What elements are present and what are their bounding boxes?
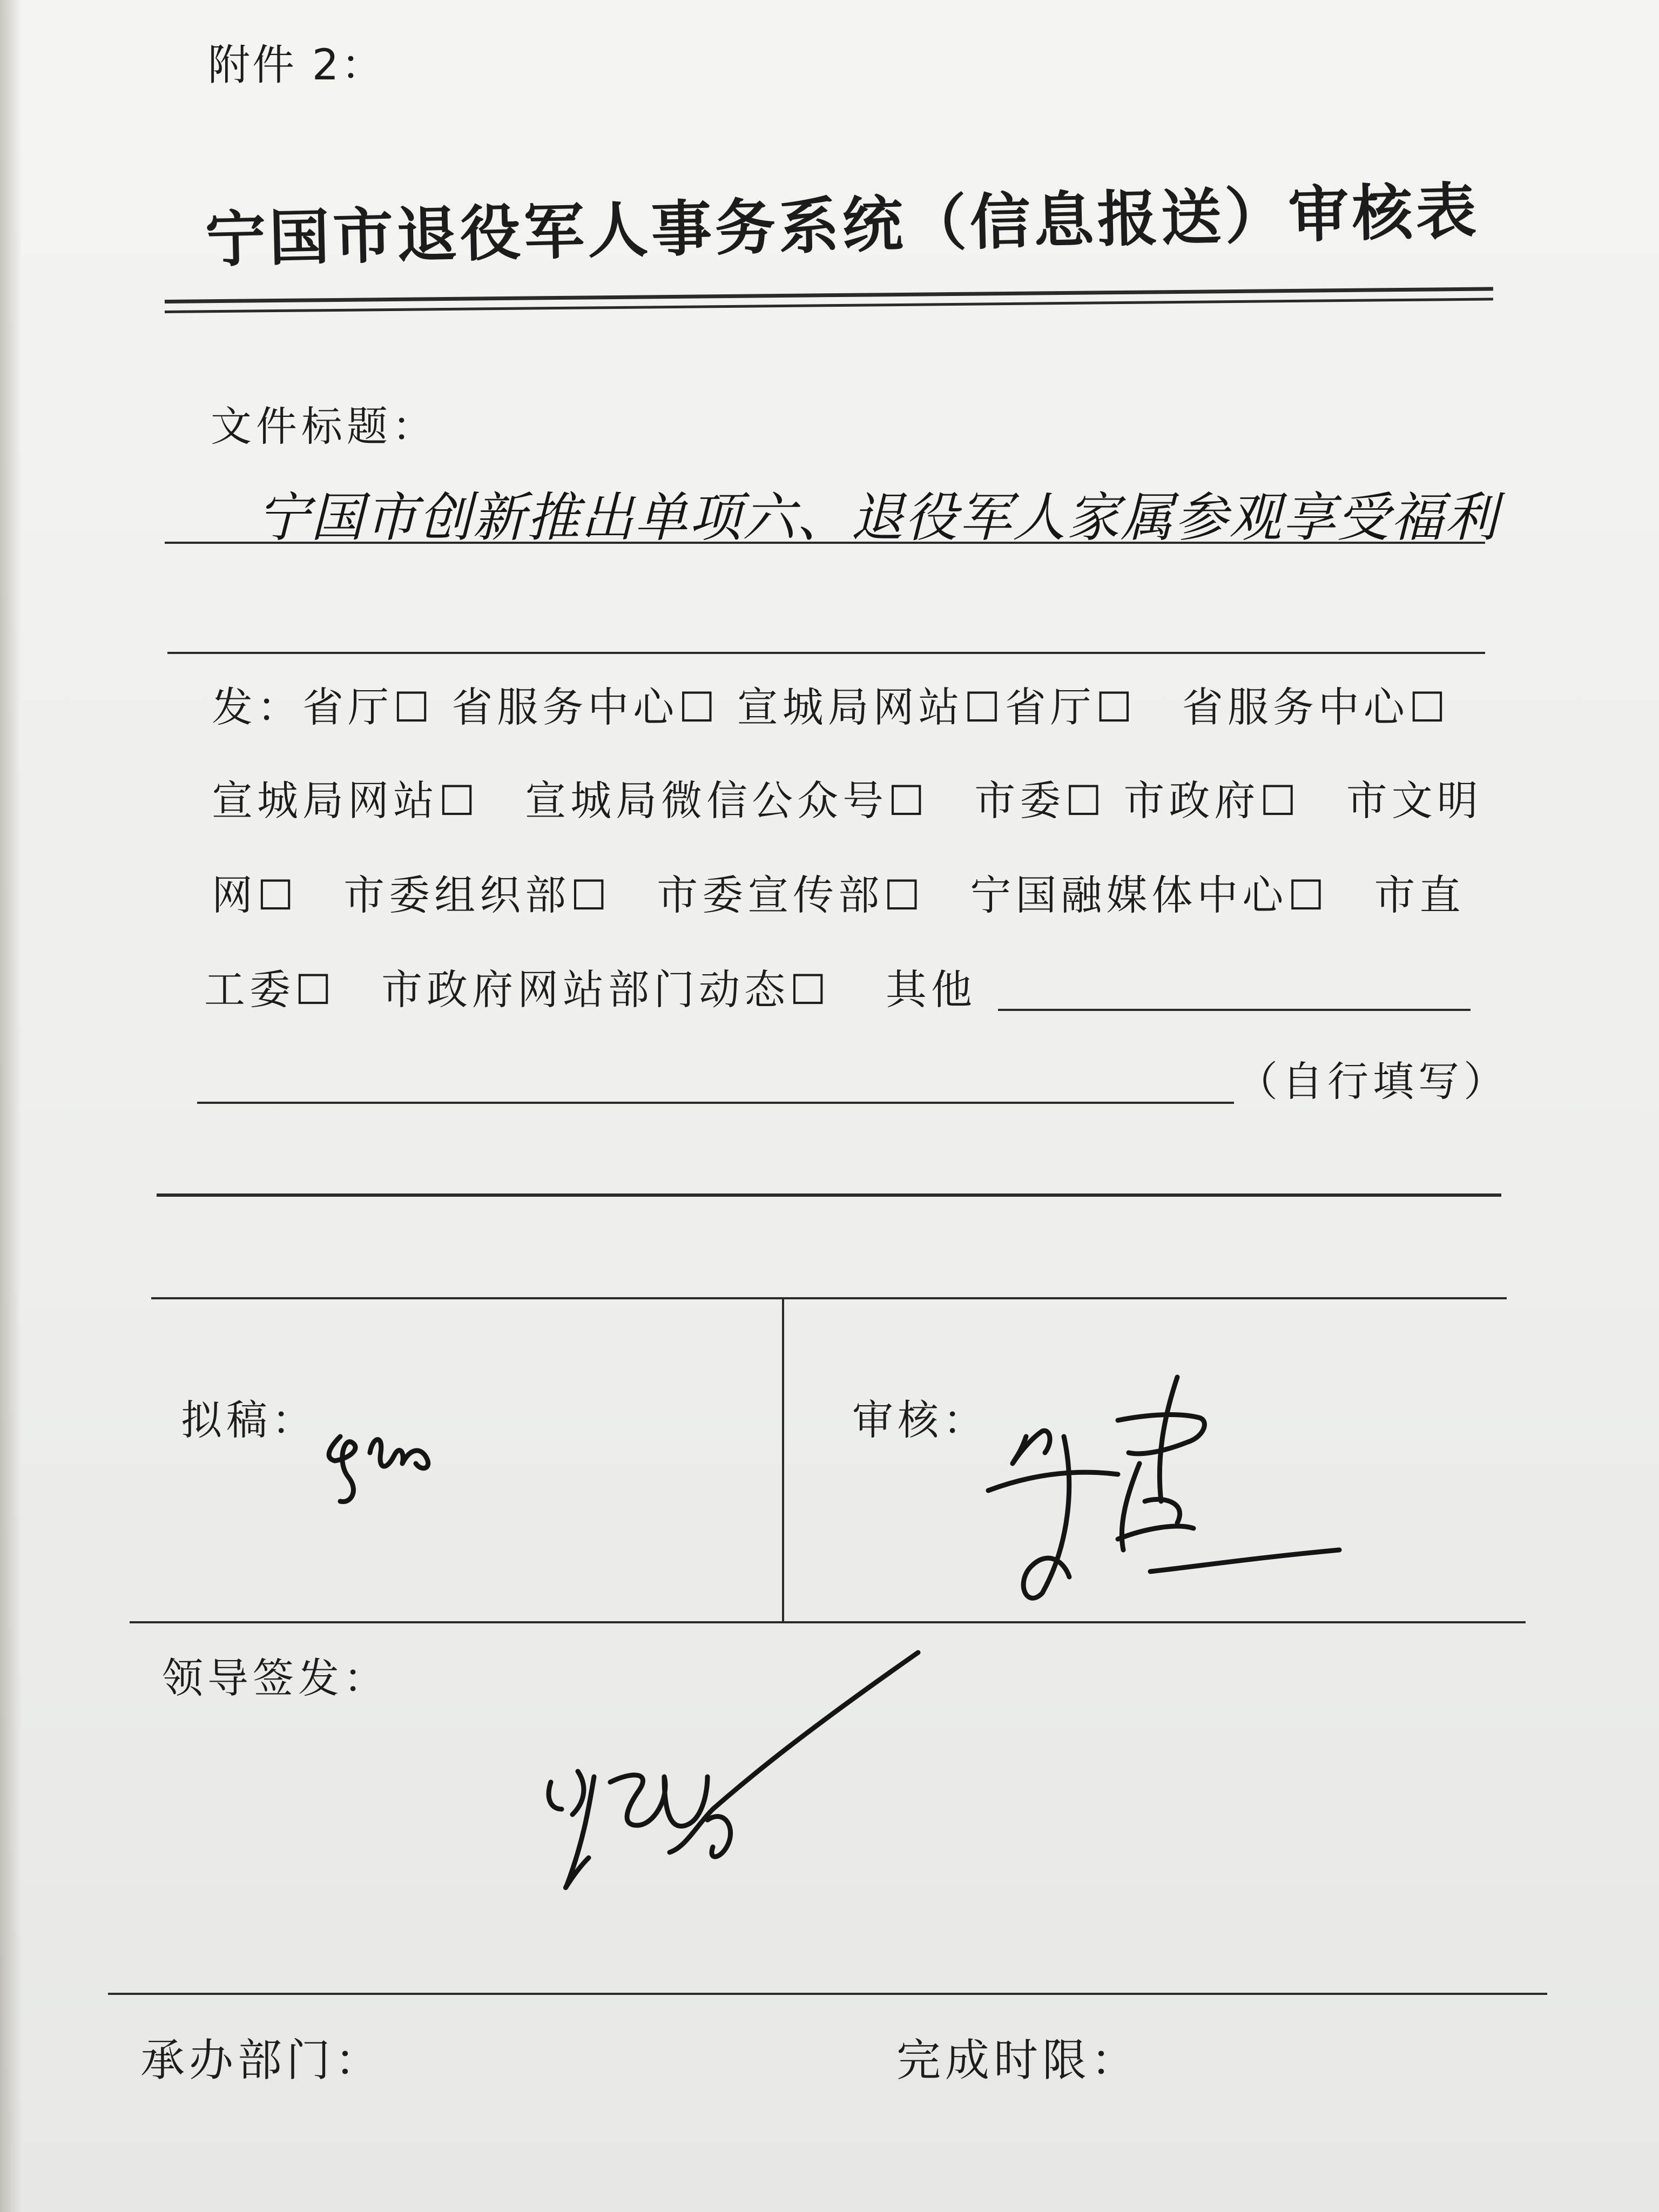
other-label: 其他 [886,966,976,1014]
department-label: 承办部门： [140,2035,384,2086]
leader-label: 领导签发： [162,1654,389,1702]
section-divider-4 [108,1993,1547,1995]
draft-signature [319,1404,448,1518]
section-divider-3 [130,1621,1526,1623]
attachment-label: 附件 2： [208,41,386,90]
leader-signature [529,1647,934,1906]
section-divider-1 [157,1193,1501,1197]
paper-edge-shadow [0,0,22,2212]
draft-label: 拟稿： [181,1396,317,1444]
self-fill-line[interactable] [197,1102,1234,1104]
review-label: 审核： [852,1396,988,1444]
distribution-line-3[interactable]: 网☐ 市委组织部☐ 市委宣传部☐ 宁国融媒体中心☐ 市直 [212,871,1465,919]
distribution-line-2[interactable]: 宣城局网站☐ 宣城局微信公众号☐ 市委☐ 市政府☐ 市文明 [212,777,1482,825]
file-title-line-2 [167,652,1485,654]
self-fill-note: （自行填写） [1237,1057,1509,1105]
draft-review-divider [782,1297,784,1621]
file-title-label: 文件标题： [211,402,437,450]
form-title: 宁国市退役军人事务系统（信息报送）审核表 [204,176,1481,275]
deadline-label: 完成时限： [896,2035,1140,2086]
distribution-line-1[interactable]: 发：省厅☐ 省服务中心☐ 宣城局网站☐省厅☐ 省服务中心☐ [212,683,1450,731]
section-divider-2 [151,1297,1507,1299]
other-fill-line[interactable] [998,1009,1471,1011]
review-signature [983,1366,1361,1609]
distribution-line-4[interactable]: 工委☐ 市政府网站部门动态☐ [204,966,831,1014]
file-title-line-1 [165,542,1485,544]
file-title-value[interactable]: 宁国市创新推出单项六、退役军人家属参观享受福利 [257,487,1499,549]
